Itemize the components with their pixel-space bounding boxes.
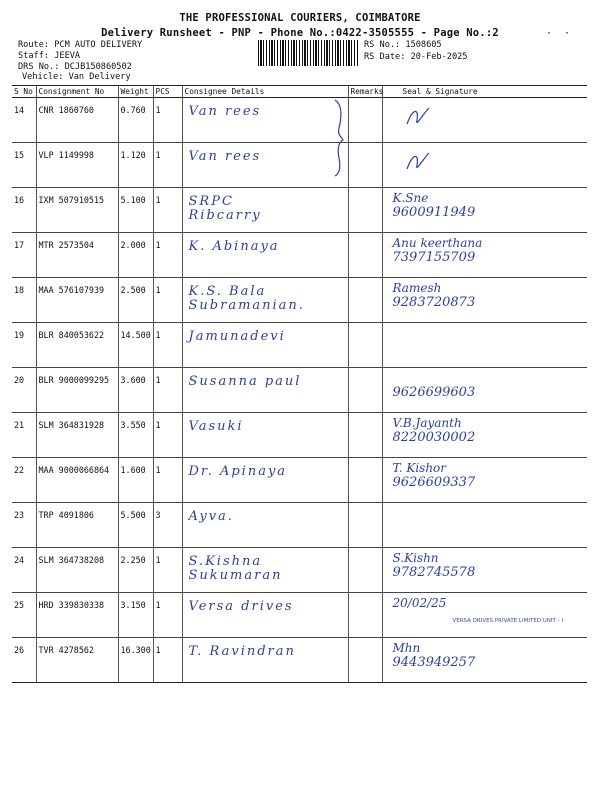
row-seal: [382, 548, 587, 593]
consignee-handwriting: Ayva.: [188, 509, 234, 524]
table-row: [12, 233, 587, 278]
vehicle: Vehicle: Van Delivery: [22, 72, 131, 82]
row-consignment: TVR 4278562: [36, 638, 118, 683]
signature-name: Anu keerthana: [392, 236, 483, 250]
row-weight: 2.500: [118, 278, 153, 323]
row-remarks: [348, 233, 382, 278]
consignee-handwriting-line2: Sukumaran: [188, 568, 283, 583]
consignee-handwriting: Susanna paul: [188, 374, 302, 389]
signature-phone: 9283720873: [392, 295, 476, 310]
rs-date: RS Date: 20-Feb-2025: [364, 52, 468, 62]
row-sno: 21: [12, 413, 36, 458]
consignee-handwriting: Versa drives: [188, 599, 294, 614]
row-consignee: [182, 143, 348, 188]
consignee-handwriting: Vasuki: [188, 419, 244, 434]
col-sno: S No: [12, 86, 36, 98]
row-sno: 15: [12, 143, 36, 188]
row-consignee: [182, 323, 348, 368]
row-weight: 1.120: [118, 143, 153, 188]
row-pcs: 1: [153, 188, 182, 233]
row-remarks: [348, 458, 382, 503]
row-consignment: VLP 1149998: [36, 143, 118, 188]
signature-name: Mhn: [392, 641, 421, 655]
col-remarks: Remarks: [348, 86, 382, 98]
row-seal: [382, 413, 587, 458]
row-remarks: [348, 278, 382, 323]
row-weight: 16.300: [118, 638, 153, 683]
row-pcs: 1: [153, 323, 182, 368]
signature-scribble: [403, 104, 433, 130]
col-weight: Weight: [118, 86, 153, 98]
row-weight: 2.250: [118, 548, 153, 593]
signature-name: K.Sne: [392, 191, 429, 205]
row-consignee: [182, 503, 348, 548]
signature-name: V.B.Jayanth: [392, 416, 462, 430]
row-pcs: 1: [153, 548, 182, 593]
row-seal: [382, 233, 587, 278]
consignee-handwriting-line2: Subramanian.: [188, 298, 305, 313]
row-pcs: 1: [153, 143, 182, 188]
row-sno: 23: [12, 503, 36, 548]
row-seal: [382, 188, 587, 233]
staff: Staff: JEEVA: [18, 51, 81, 61]
signature-name: Ramesh: [392, 281, 442, 295]
row-seal: [382, 143, 587, 188]
row-sno: 14: [12, 98, 36, 143]
row-consignment: TRP 4091806: [36, 503, 118, 548]
row-remarks: [348, 188, 382, 233]
table-row: [12, 278, 587, 323]
row-seal: [382, 278, 587, 323]
company-title: THE PROFESSIONAL COURIERS, COIMBATORE: [179, 12, 421, 24]
col-pcs: PCS: [153, 86, 182, 98]
row-seal: [382, 98, 587, 143]
signature-phone: 9600911949: [392, 205, 476, 220]
row-seal: [382, 368, 587, 413]
signature-name: T. Kishor: [392, 461, 447, 475]
row-consignment: BLR 9000099295: [36, 368, 118, 413]
col-seal: Seal & Signature: [382, 86, 587, 98]
consignee-handwriting: Van rees: [188, 104, 262, 119]
consignee-handwriting: Jamunadevi: [188, 329, 286, 344]
row-remarks: [348, 323, 382, 368]
col-consignment: Consignment No: [36, 86, 118, 98]
table-row: [12, 413, 587, 458]
row-consignee: [182, 278, 348, 323]
consignee-handwriting: Dr. Apinaya: [188, 464, 288, 479]
row-weight: 5.500: [118, 503, 153, 548]
row-sno: 25: [12, 593, 36, 638]
col-consignee: Consignee Details: [182, 86, 348, 98]
consignee-handwriting-line2: Ribcarry: [188, 208, 262, 223]
row-remarks: [348, 413, 382, 458]
row-seal: [382, 638, 587, 683]
table-row: [12, 593, 587, 638]
row-consignee: [182, 413, 348, 458]
dash-mark: · ·: [546, 28, 571, 39]
consignee-handwriting: K.S. Bala: [188, 284, 267, 299]
row-consignment: BLR 840053622: [36, 323, 118, 368]
row-sno: 22: [12, 458, 36, 503]
row-consignment: SLM 364738208: [36, 548, 118, 593]
row-consignment: MAA 576107939: [36, 278, 118, 323]
row-pcs: 1: [153, 278, 182, 323]
row-consignee: [182, 593, 348, 638]
table-row: [12, 98, 587, 143]
signature-phone: 9443949257: [392, 655, 476, 670]
consignee-handwriting: K. Abinaya: [188, 239, 280, 254]
row-seal: [382, 593, 587, 638]
row-pcs: 1: [153, 233, 182, 278]
signature-phone: 8220030002: [392, 430, 476, 445]
row-weight: 3.600: [118, 368, 153, 413]
company-stamp: VERSA DRIVES PRIVATE LIMITED UNIT - I: [452, 618, 564, 624]
row-weight: 2.000: [118, 233, 153, 278]
row-consignment: MTR 2573504: [36, 233, 118, 278]
row-remarks: [348, 593, 382, 638]
row-pcs: 1: [153, 413, 182, 458]
row-consignment: IXM 507910515: [36, 188, 118, 233]
runsheet-table: [12, 85, 587, 683]
row-consignee: [182, 548, 348, 593]
row-weight: 0.760: [118, 98, 153, 143]
table-row: [12, 548, 587, 593]
signature-name: 20/02/25: [392, 596, 447, 610]
row-consignee: [182, 458, 348, 503]
row-pcs: 3: [153, 503, 182, 548]
row-remarks: [348, 548, 382, 593]
consignee-handwriting: Van rees: [188, 149, 262, 164]
row-remarks: [348, 638, 382, 683]
row-pcs: 1: [153, 638, 182, 683]
row-weight: 3.550: [118, 413, 153, 458]
route: Route: PCM AUTO DELIVERY: [18, 40, 143, 50]
row-weight: 1.600: [118, 458, 153, 503]
signature-scribble: [403, 149, 433, 175]
table-row: [12, 638, 587, 683]
row-sno: 19: [12, 323, 36, 368]
row-sno: 20: [12, 368, 36, 413]
row-seal: [382, 503, 587, 548]
barcode-image: [258, 40, 358, 66]
table-row: [12, 188, 587, 233]
row-weight: 14.500: [118, 323, 153, 368]
table-header: [12, 86, 587, 98]
row-remarks: [348, 98, 382, 143]
row-seal: [382, 323, 587, 368]
runsheet-subtitle: Delivery Runsheet - PNP - Phone No.:0422-3505555 - Page No.:2: [101, 27, 499, 39]
row-remarks: [348, 368, 382, 413]
row-consignment: SLM 364831928: [36, 413, 118, 458]
row-remarks: [348, 503, 382, 548]
row-consignee: [182, 98, 348, 143]
row-consignment: HRD 339830338: [36, 593, 118, 638]
row-weight: 5.100: [118, 188, 153, 233]
consignee-handwriting: T. Ravindran: [188, 644, 296, 659]
row-consignee: [182, 233, 348, 278]
row-sno: 26: [12, 638, 36, 683]
row-consignment: CNR 1860760: [36, 98, 118, 143]
table-row: [12, 323, 587, 368]
row-remarks: [348, 143, 382, 188]
remarks-brace-mark: [333, 98, 345, 178]
signature-phone: 9626609337: [392, 475, 476, 490]
row-weight: 3.150: [118, 593, 153, 638]
row-sno: 24: [12, 548, 36, 593]
consignee-handwriting: S.Kishna: [188, 554, 263, 569]
signature-phone: 9782745578: [392, 565, 476, 580]
table-row: [12, 458, 587, 503]
rs-number: RS No.: 1508605: [364, 40, 442, 50]
row-pcs: 1: [153, 593, 182, 638]
row-seal: [382, 458, 587, 503]
row-sno: 18: [12, 278, 36, 323]
consignee-handwriting: SRPC: [188, 194, 234, 209]
row-consignee: [182, 368, 348, 413]
table-row: [12, 503, 587, 548]
row-consignee: [182, 638, 348, 683]
signature-phone: 7397155709: [392, 250, 476, 265]
signature-name: S.Kishn: [392, 551, 439, 565]
table-row: [12, 368, 587, 413]
row-pcs: 1: [153, 98, 182, 143]
table-row: [12, 143, 587, 188]
row-consignment: MAA 9000066864: [36, 458, 118, 503]
row-consignee: [182, 188, 348, 233]
row-sno: 16: [12, 188, 36, 233]
row-pcs: 1: [153, 368, 182, 413]
drs-number: DRS No.: DCJB150860502: [18, 62, 132, 72]
row-sno: 17: [12, 233, 36, 278]
signature-phone: 9626699603: [392, 385, 476, 400]
row-pcs: 1: [153, 458, 182, 503]
